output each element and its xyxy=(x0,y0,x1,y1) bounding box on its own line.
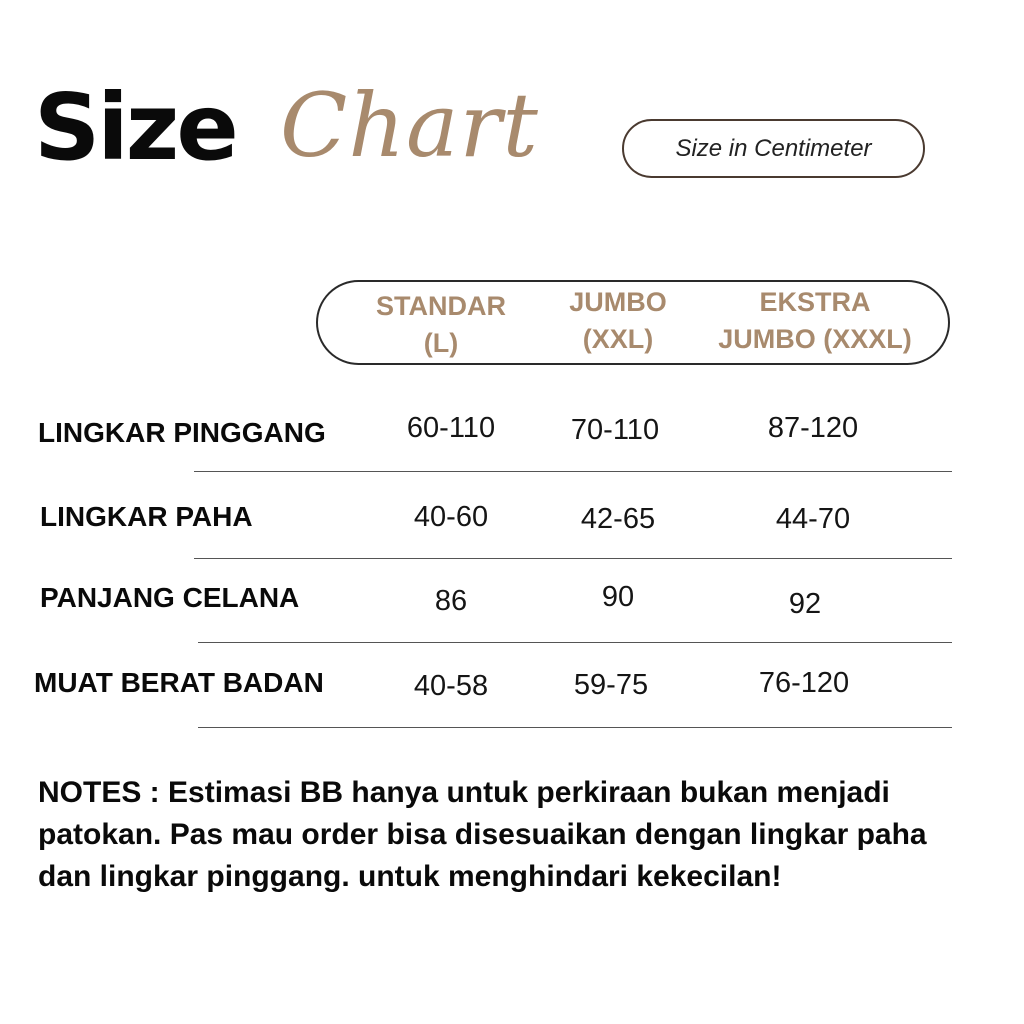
row-divider xyxy=(194,471,952,472)
row-divider xyxy=(198,727,952,728)
table-cell: 42-65 xyxy=(580,503,656,535)
table-cell: 86 xyxy=(434,585,468,617)
table-cell: 76-120 xyxy=(758,667,850,699)
column-header-standar: STANDAR (L) xyxy=(376,291,506,358)
table-cell: 90 xyxy=(601,581,635,613)
table-cell: 40-60 xyxy=(413,501,489,533)
page-title-size: Size xyxy=(34,74,236,181)
row-divider xyxy=(198,642,952,643)
table-cell: 70-110 xyxy=(570,414,660,446)
unit-badge xyxy=(622,119,925,178)
row-label-muat-berat-badan: MUAT BERAT BADAN xyxy=(34,667,324,698)
table-cell: 59-75 xyxy=(573,669,649,701)
table-cell: 40-58 xyxy=(413,670,489,702)
row-label-panjang-celana: PANJANG CELANA xyxy=(40,582,300,613)
column-header-jumbo: JUMBO (XXL) xyxy=(569,287,667,354)
table-cell: 60-110 xyxy=(406,412,496,444)
row-label-lingkar-pinggang: LINGKAR PINGGANG xyxy=(38,417,326,448)
page-title-chart: Chart xyxy=(280,74,539,177)
table-cell: 87-120 xyxy=(767,412,859,444)
notes-text: NOTES : Estimasi BB hanya untuk perkiraan bukan menjadi patokan. Pas mau order bisa disesuaikan dengan lingkar paha dan lingkar pinggang. untuk menghindari kekecilan! xyxy=(38,776,927,893)
table-cell: 44-70 xyxy=(775,503,851,535)
row-divider xyxy=(194,558,952,559)
table-cell: 92 xyxy=(788,588,822,620)
unit-badge-label: Size in Centimeter xyxy=(675,134,872,162)
row-label-lingkar-paha: LINGKAR PAHA xyxy=(40,501,253,532)
column-header-ekstra-jumbo: EKSTRA JUMBO (XXXL) xyxy=(718,287,912,354)
